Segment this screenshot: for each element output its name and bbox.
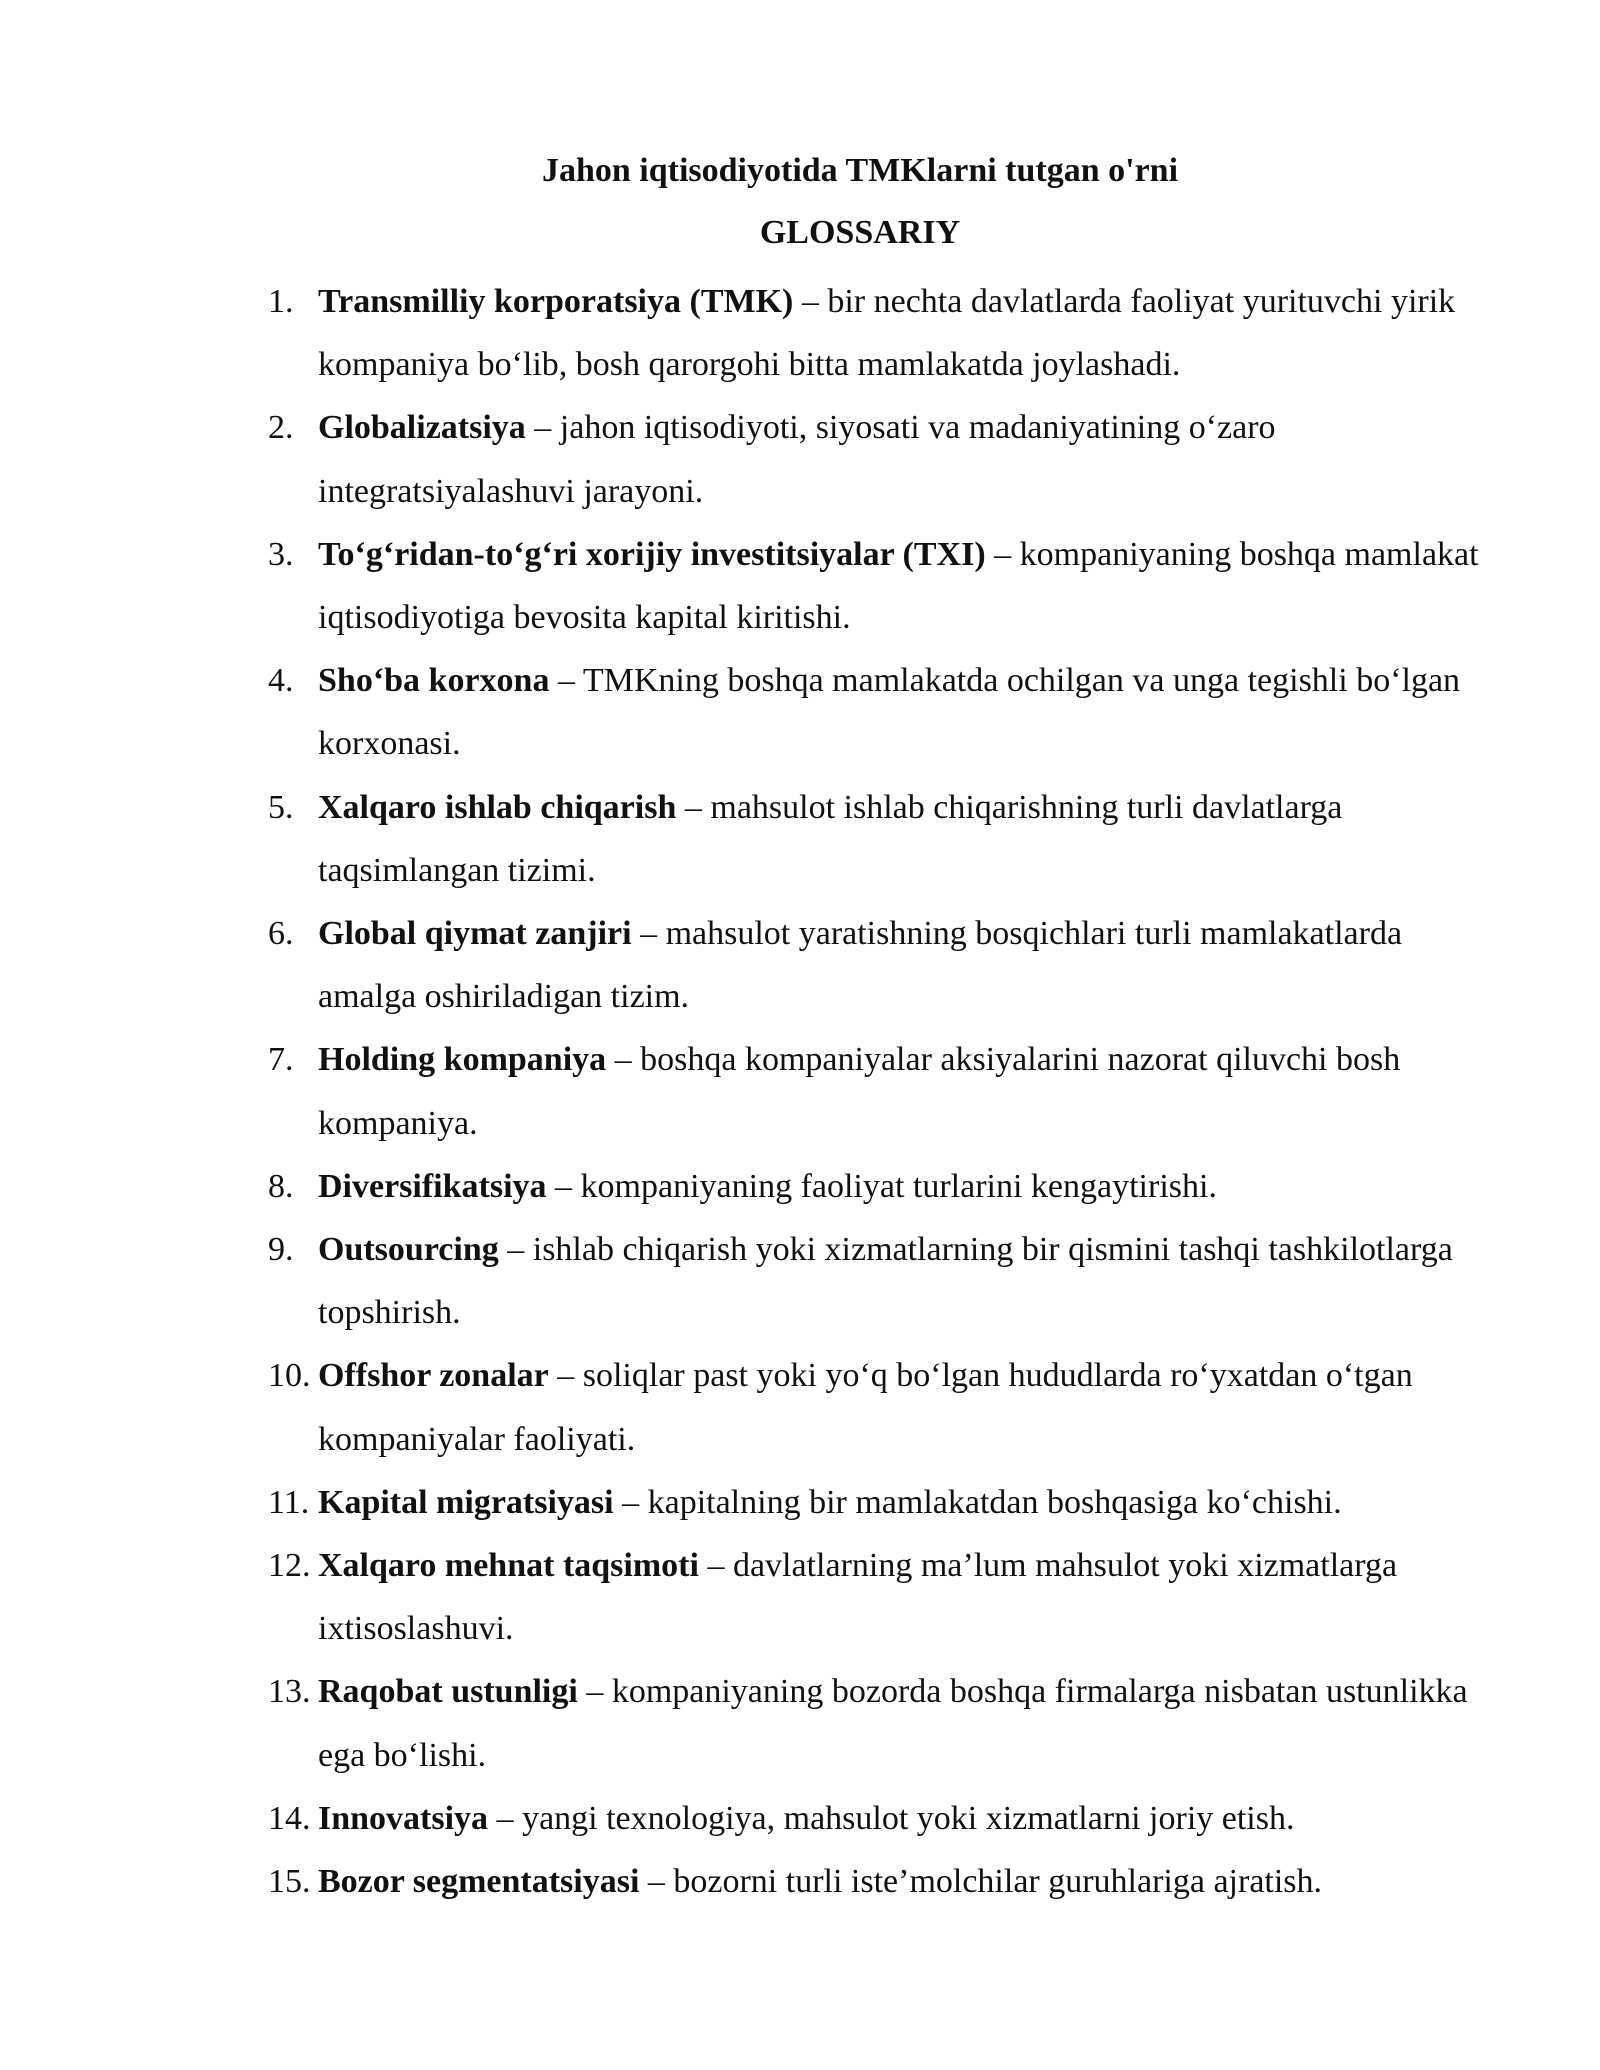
item-definition: – mahsulot yaratishning bosqichlari turli mamlakatlarda amalga oshiriladigan tizim. — [318, 915, 1403, 1016]
item-definition: – kompaniyaning bozorda boshqa firmalarga nisbatan ustunlikka ega bo‘lishi. — [318, 1673, 1468, 1774]
document-title: Jahon iqtisodiyotida TMKlarni tutgan o'rni — [541, 152, 1179, 189]
glossary-list — [268, 270, 1508, 1913]
item-term: Bozor segmentatsiyasi — [318, 1863, 640, 1901]
item-number: 7. — [268, 1041, 294, 1079]
glossary-item — [268, 523, 1508, 649]
item-term: Diversifikatsiya — [318, 1167, 547, 1205]
item-number: 14. — [268, 1799, 311, 1837]
glossary-item — [268, 270, 1508, 396]
item-definition: – jahon iqtisodiyoti, siyosati va madaniyatining o‘zaro integratsiyalashuvi jarayoni. — [318, 409, 1276, 510]
glossary-item — [268, 902, 1508, 1028]
item-number: 3. — [268, 535, 294, 573]
item-term: Xalqaro ishlab chiqarish — [318, 788, 677, 826]
item-term: Global qiymat zanjiri — [318, 915, 632, 953]
item-definition: – TMKning boshqa mamlakatda ochilgan va unga tegishli bo‘lgan korxonasi. — [318, 662, 1461, 763]
item-term: Offshor zonalar — [318, 1357, 549, 1395]
item-definition: – mahsulot ishlab chiqarishning turli davlatlarga taqsimlangan tizimi. — [318, 788, 1343, 889]
glossary-item — [268, 1787, 1508, 1850]
glossary-item — [268, 776, 1508, 902]
item-term: Holding kompaniya — [318, 1041, 607, 1079]
glossary-item — [268, 396, 1508, 522]
item-term: Sho‘ba korxona — [318, 662, 550, 700]
item-definition: – bir nechta davlatlarda faoliyat yurituvchi yirik kompaniya bo‘lib, bosh qarorgohi bitta mamlakatda joylashadi. — [318, 283, 1456, 384]
item-number: 6. — [268, 915, 294, 953]
glossary-item — [268, 1660, 1508, 1786]
item-number: 10. — [268, 1357, 311, 1395]
item-term: Outsourcing — [318, 1231, 499, 1269]
glossary-item — [268, 1471, 1508, 1534]
item-number: 4. — [268, 662, 294, 700]
item-definition: – boshqa kompaniyalar aksiyalarini nazorat qiluvchi bosh kompaniya. — [318, 1041, 1401, 1142]
item-term: Globalizatsiya — [318, 409, 526, 447]
item-term: Raqobat ustunligi — [318, 1673, 578, 1711]
item-definition: – bozorni turli iste’molchilar guruhlariga ajratish. — [639, 1863, 1323, 1901]
glossary-item — [268, 1028, 1508, 1154]
glossary-item — [268, 1850, 1508, 1913]
item-number: 15. — [268, 1863, 311, 1901]
item-number: 1. — [268, 283, 294, 320]
item-definition: – ishlab chiqarish yoki xizmatlarning bir qismini tashqi tashkilotlarga topshirish. — [318, 1231, 1453, 1332]
item-number: 2. — [268, 409, 294, 447]
item-definition: – kompaniyaning boshqa mamlakat iqtisodiyotiga bevosita kapital kiritishi. — [318, 535, 1479, 637]
item-definition: – kapitalning bir mamlakatdan boshqasiga ko‘chishi. — [613, 1483, 1342, 1521]
glossary-item — [268, 1534, 1508, 1660]
item-definition: – yangi texnologiya, mahsulot yoki xizmatlarni joriy etish. — [488, 1799, 1295, 1837]
item-definition: – davlatlarning ma’lum mahsulot yoki xizmatlarga ixtisoslashuvi. — [318, 1547, 1398, 1648]
item-term: Xalqaro mehnat taqsimoti — [318, 1547, 699, 1585]
item-number: 13. — [268, 1673, 311, 1711]
glossary-item — [268, 1218, 1508, 1344]
item-number: 12. — [268, 1547, 311, 1585]
item-term: Innovatsiya — [318, 1799, 489, 1837]
glossary-item — [268, 1344, 1508, 1470]
item-definition: – kompaniyaning faoliyat turlarini kengaytirishi. — [546, 1167, 1217, 1205]
item-term: Kapital migratsiyasi — [318, 1483, 614, 1521]
glossary-item — [268, 1155, 1508, 1218]
item-number: 8. — [268, 1167, 294, 1205]
item-number: 11. — [268, 1483, 310, 1521]
glossary-item — [268, 649, 1508, 775]
document-subtitle: GLOSSARIY — [759, 214, 961, 251]
item-term: Transmilliy korporatsiya (TMK) — [318, 283, 794, 320]
item-term: To‘g‘ridan-to‘g‘ri xorijiy investitsiyalar (TXI) — [318, 535, 986, 573]
item-number: 5. — [268, 788, 294, 826]
item-definition: – soliqlar past yoki yo‘q bo‘lgan hududlarda ro‘yxatdan o‘tgan kompaniyalar faoliyati. — [318, 1357, 1413, 1458]
item-number: 9. — [268, 1231, 294, 1269]
